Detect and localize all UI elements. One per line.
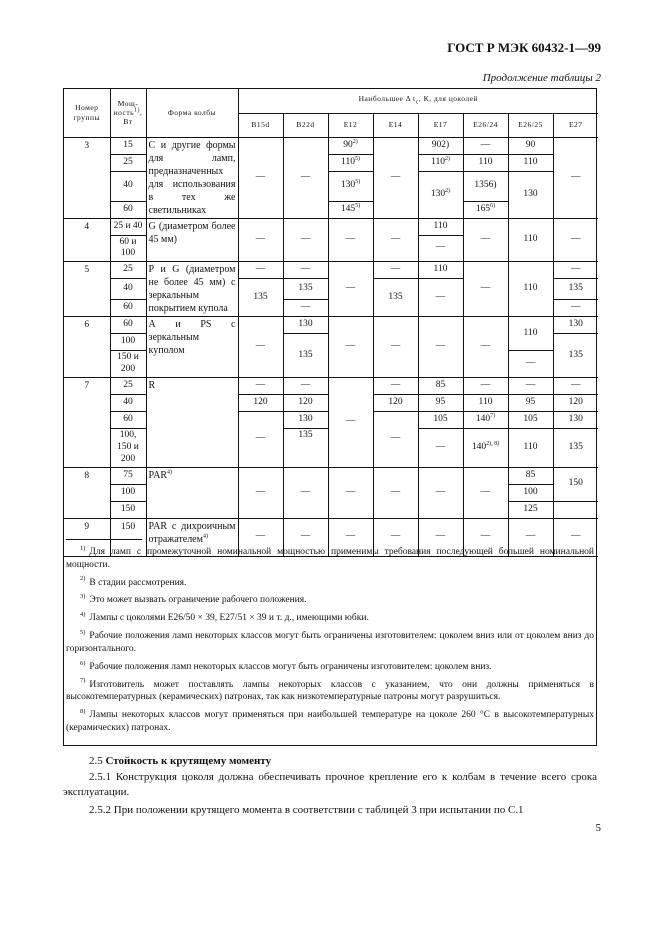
value-cell: —: [283, 518, 328, 556]
value-cell: 130: [283, 317, 328, 334]
table-row: [64, 154, 598, 171]
power-cell: 60: [110, 201, 146, 218]
value-cell: —: [238, 378, 283, 395]
value-cell: —: [283, 300, 328, 317]
value-cell: 130: [553, 317, 598, 334]
value-cell: —: [328, 317, 373, 378]
value-cell: 150: [553, 467, 598, 501]
power-cell: 40: [110, 395, 146, 412]
footnote-4: $^{4)}$ Лампы с цоколями E26/50 × 39, E27/51 × 39 и т. д., имеющими юбки.: [80, 611, 369, 624]
power-cell: 100, 150 и 200: [110, 429, 146, 468]
value-cell: —: [283, 467, 328, 518]
value-cell: —: [553, 218, 598, 262]
value-cell: —: [508, 378, 553, 395]
footnote-8: $^{8)}$ Лампы некоторых классов могут применяться при наибольшей температуре на цоколе 260 °С в высокотемпературных (керамических) патронах.: [66, 707, 594, 733]
table-row: [64, 467, 598, 484]
value-cell: [553, 501, 598, 518]
group-number: 4: [64, 218, 110, 262]
document-code: ГОСТ Р МЭК 60432-1—99: [447, 40, 601, 55]
value-cell: 135: [553, 279, 598, 300]
value-cell: —: [283, 262, 328, 279]
group-number: 5: [64, 262, 110, 317]
value-cell: —: [373, 262, 418, 279]
value-cell: 110: [508, 262, 553, 317]
paragraph-2-5-1: 2.5.1 Конструкция цоколя должна обеспечивать прочное крепление его к колбам в течение всего срока эксплуатации.: [63, 771, 597, 798]
value-cell: —: [418, 235, 463, 262]
value-cell: 135: [238, 279, 283, 317]
footnote-6: $^{6)}$ Рабочие положения ламп некоторых классов могут быть ограничены изготовителем: цоколем вниз.: [80, 659, 492, 672]
power-cell: 150 и 200: [110, 351, 146, 378]
value-cell: —: [373, 467, 418, 518]
header-shape: Форма колбы: [146, 89, 238, 137]
value-cell: —: [373, 137, 418, 218]
header-cap-b22d: B22d: [283, 113, 328, 137]
value-cell: 120: [238, 395, 283, 412]
value-cell: —: [418, 518, 463, 556]
bulb-shape-cell: R: [146, 378, 238, 468]
value-cell: 110$^{5)}$: [328, 154, 373, 171]
value-cell: 95: [418, 395, 463, 412]
value-cell: —: [463, 467, 508, 518]
value-cell: 105: [508, 412, 553, 429]
value-cell: —: [463, 262, 508, 317]
value-cell: 1356): [463, 171, 508, 201]
value-cell: —: [418, 429, 463, 468]
power-cell: 100: [110, 484, 146, 501]
power-cell: 25: [110, 378, 146, 395]
value-cell: 110: [463, 154, 508, 171]
section-heading: 2.5 Стойкость к крутящему моменту: [89, 755, 272, 767]
value-cell: —: [463, 518, 508, 556]
value-cell: 110: [418, 262, 463, 279]
temperature-table: [64, 89, 598, 557]
power-cell: 25 и 40: [110, 218, 146, 235]
value-cell: —: [463, 218, 508, 262]
value-cell: —: [373, 317, 418, 378]
value-cell: $140^{2), 8)}$: [463, 429, 508, 468]
header-cap-e26-25: E26/25: [508, 113, 553, 137]
bulb-shape-cell: А и PS с зеркальным куполом: [146, 317, 238, 378]
value-cell: —: [373, 378, 418, 395]
group-number: 7: [64, 378, 110, 468]
value-cell: 95: [508, 395, 553, 412]
value-cell: 90: [508, 137, 553, 154]
value-cell: 110: [463, 395, 508, 412]
value-cell: 130: [553, 412, 598, 429]
value-cell: —: [553, 262, 598, 279]
value-cell: 100: [508, 484, 553, 501]
value-cell: —: [328, 518, 373, 556]
value-cell: 130$^{5)}$: [328, 171, 373, 201]
bulb-shape-cell: Р и G (диаметром не более 45 мм) с зеркальным покрытием купола: [146, 262, 238, 317]
value-cell: —: [553, 300, 598, 317]
table-row: [64, 317, 598, 334]
value-cell: —: [328, 218, 373, 262]
bulb-shape-cell: С и другие формы для ламп, предназначенных для использования в тех же светильниках: [146, 137, 238, 218]
value-cell: 125: [508, 501, 553, 518]
value-cell: 145$^{5)}$: [328, 201, 373, 218]
value-cell: —: [328, 262, 373, 317]
value-cell: —: [373, 518, 418, 556]
table-row: [64, 137, 598, 154]
group-number: 6: [64, 317, 110, 378]
power-cell: 60: [110, 317, 146, 334]
power-cell: 75: [110, 467, 146, 484]
value-cell: 120: [283, 395, 328, 412]
power-cell: 60: [110, 412, 146, 429]
power-cell: 100: [110, 334, 146, 351]
value-cell: —: [418, 279, 463, 317]
value-cell: —: [553, 518, 598, 556]
value-cell: —: [553, 378, 598, 395]
table-row: [64, 262, 598, 279]
value-cell: 120: [373, 395, 418, 412]
footnotes: [64, 539, 596, 740]
table-row: [64, 171, 598, 201]
header-cap-e26-24: E26/24: [463, 113, 508, 137]
power-cell: 150: [110, 518, 146, 556]
value-cell: —: [373, 412, 418, 468]
value-cell: —: [238, 317, 283, 378]
value-cell: 110: [508, 429, 553, 468]
header-group: Номер группы: [64, 89, 110, 137]
footnote-3: $^{3)}$ Это может вызвать ограничение рабочего положения.: [80, 593, 307, 606]
footnote-5: $^{5)}$ Рабочие положения ламп некоторых классов могут быть ограничены изготовителем: цоколем вниз или от цоколем вниз до горизонтального.: [66, 628, 594, 654]
value-cell: —: [328, 467, 373, 518]
value-cell: —: [373, 218, 418, 262]
power-cell: 25: [110, 262, 146, 279]
value-cell: 130$^{2)}$: [418, 171, 463, 218]
header-max-temp: Наибольшее Δ $t_c$, К, для цоколей: [238, 89, 598, 113]
value-cell: —: [238, 218, 283, 262]
header-cap-e12: E12: [328, 113, 373, 137]
value-cell: —: [238, 412, 283, 468]
value-cell: 110: [508, 218, 553, 262]
value-cell: —: [283, 218, 328, 262]
value-cell: 135: [283, 279, 328, 300]
value-cell: 135: [283, 429, 328, 468]
bulb-shape-cell: PAR$^{4)}$: [146, 467, 238, 518]
value-cell: 130: [283, 412, 328, 429]
value-cell: —: [553, 137, 598, 218]
value-cell: 110: [508, 154, 553, 171]
bulb-shape-cell: PAR с дихроичным отражателем$^{4)}$: [146, 518, 238, 556]
page-number: 5: [595, 822, 601, 834]
value-cell: —: [463, 378, 508, 395]
value-cell: —: [238, 137, 283, 218]
value-cell: —: [328, 378, 373, 468]
paragraph-2-5-2: 2.5.2 При положении крутящего момента в соответствии с таблицей 3 при испытании по С.1: [89, 804, 524, 816]
power-cell: 150: [110, 501, 146, 518]
footnote-1: $^{1)}$ Для ламп с промежуточной номинальной мощностью применимы требования последующей большей номинальной мощности.: [66, 544, 594, 570]
group-number: 3: [64, 137, 110, 218]
power-cell: 15: [110, 137, 146, 154]
group-number: 9: [64, 518, 110, 556]
header-power: Мощ-ность$^{1)}$, Вт: [110, 89, 146, 137]
value-cell: 135: [373, 279, 418, 317]
power-cell: 60 и 100: [110, 235, 146, 262]
table-frame: [63, 88, 597, 746]
value-cell: —: [238, 518, 283, 556]
bulb-shape-cell: G (диаметром более 45 мм): [146, 218, 238, 262]
header-cap-b15d: B15d: [238, 113, 283, 137]
value-cell: 902): [418, 137, 463, 154]
value-cell: —: [283, 378, 328, 395]
value-cell: —: [418, 317, 463, 378]
footnote-rule: [66, 539, 142, 540]
value-cell: 140$^{7)}$: [463, 412, 508, 429]
value-cell: 105: [418, 412, 463, 429]
value-cell: —: [418, 467, 463, 518]
value-cell: 120: [553, 395, 598, 412]
footnote-2: $^{2)}$ В стадии рассмотрения.: [80, 575, 187, 588]
footnote-7: $^{7)}$ Изготовитель может поставлять лампы некоторых классов с указанием, что они должны применяться в высокотемпературных (керамических) патронах, так как низкотемпературные патроны могут разрушиться.: [66, 677, 594, 703]
power-cell: 60: [110, 300, 146, 317]
value-cell: 90$^{2)}$: [328, 137, 373, 154]
header-cap-e14: E14: [373, 113, 418, 137]
value-cell: 135: [553, 429, 598, 468]
value-cell: 130: [508, 171, 553, 218]
table-continuation-label: Продолжение таблицы 2: [482, 72, 601, 84]
power-cell: 40: [110, 171, 146, 201]
value-cell: —: [463, 137, 508, 154]
value-cell: 110: [418, 218, 463, 235]
value-cell: 135: [283, 334, 328, 378]
value-cell: 85: [508, 467, 553, 484]
value-cell: 110$^{2)}$: [418, 154, 463, 171]
value-cell: —: [508, 518, 553, 556]
value-cell: —: [283, 137, 328, 218]
table-row: [64, 378, 598, 395]
table-row: [64, 218, 598, 235]
power-cell: 40: [110, 279, 146, 300]
header-cap-e27: E27: [553, 113, 598, 137]
value-cell: —: [508, 351, 553, 378]
value-cell: 85: [418, 378, 463, 395]
group-number: 8: [64, 467, 110, 518]
value-cell: —: [238, 467, 283, 518]
value-cell: —: [463, 317, 508, 378]
header-cap-e17: E17: [418, 113, 463, 137]
value-cell: 135: [553, 334, 598, 378]
value-cell: 110: [508, 317, 553, 351]
value-cell: 165$^{6)}$: [463, 201, 508, 218]
value-cell: —: [238, 262, 283, 279]
power-cell: 25: [110, 154, 146, 171]
